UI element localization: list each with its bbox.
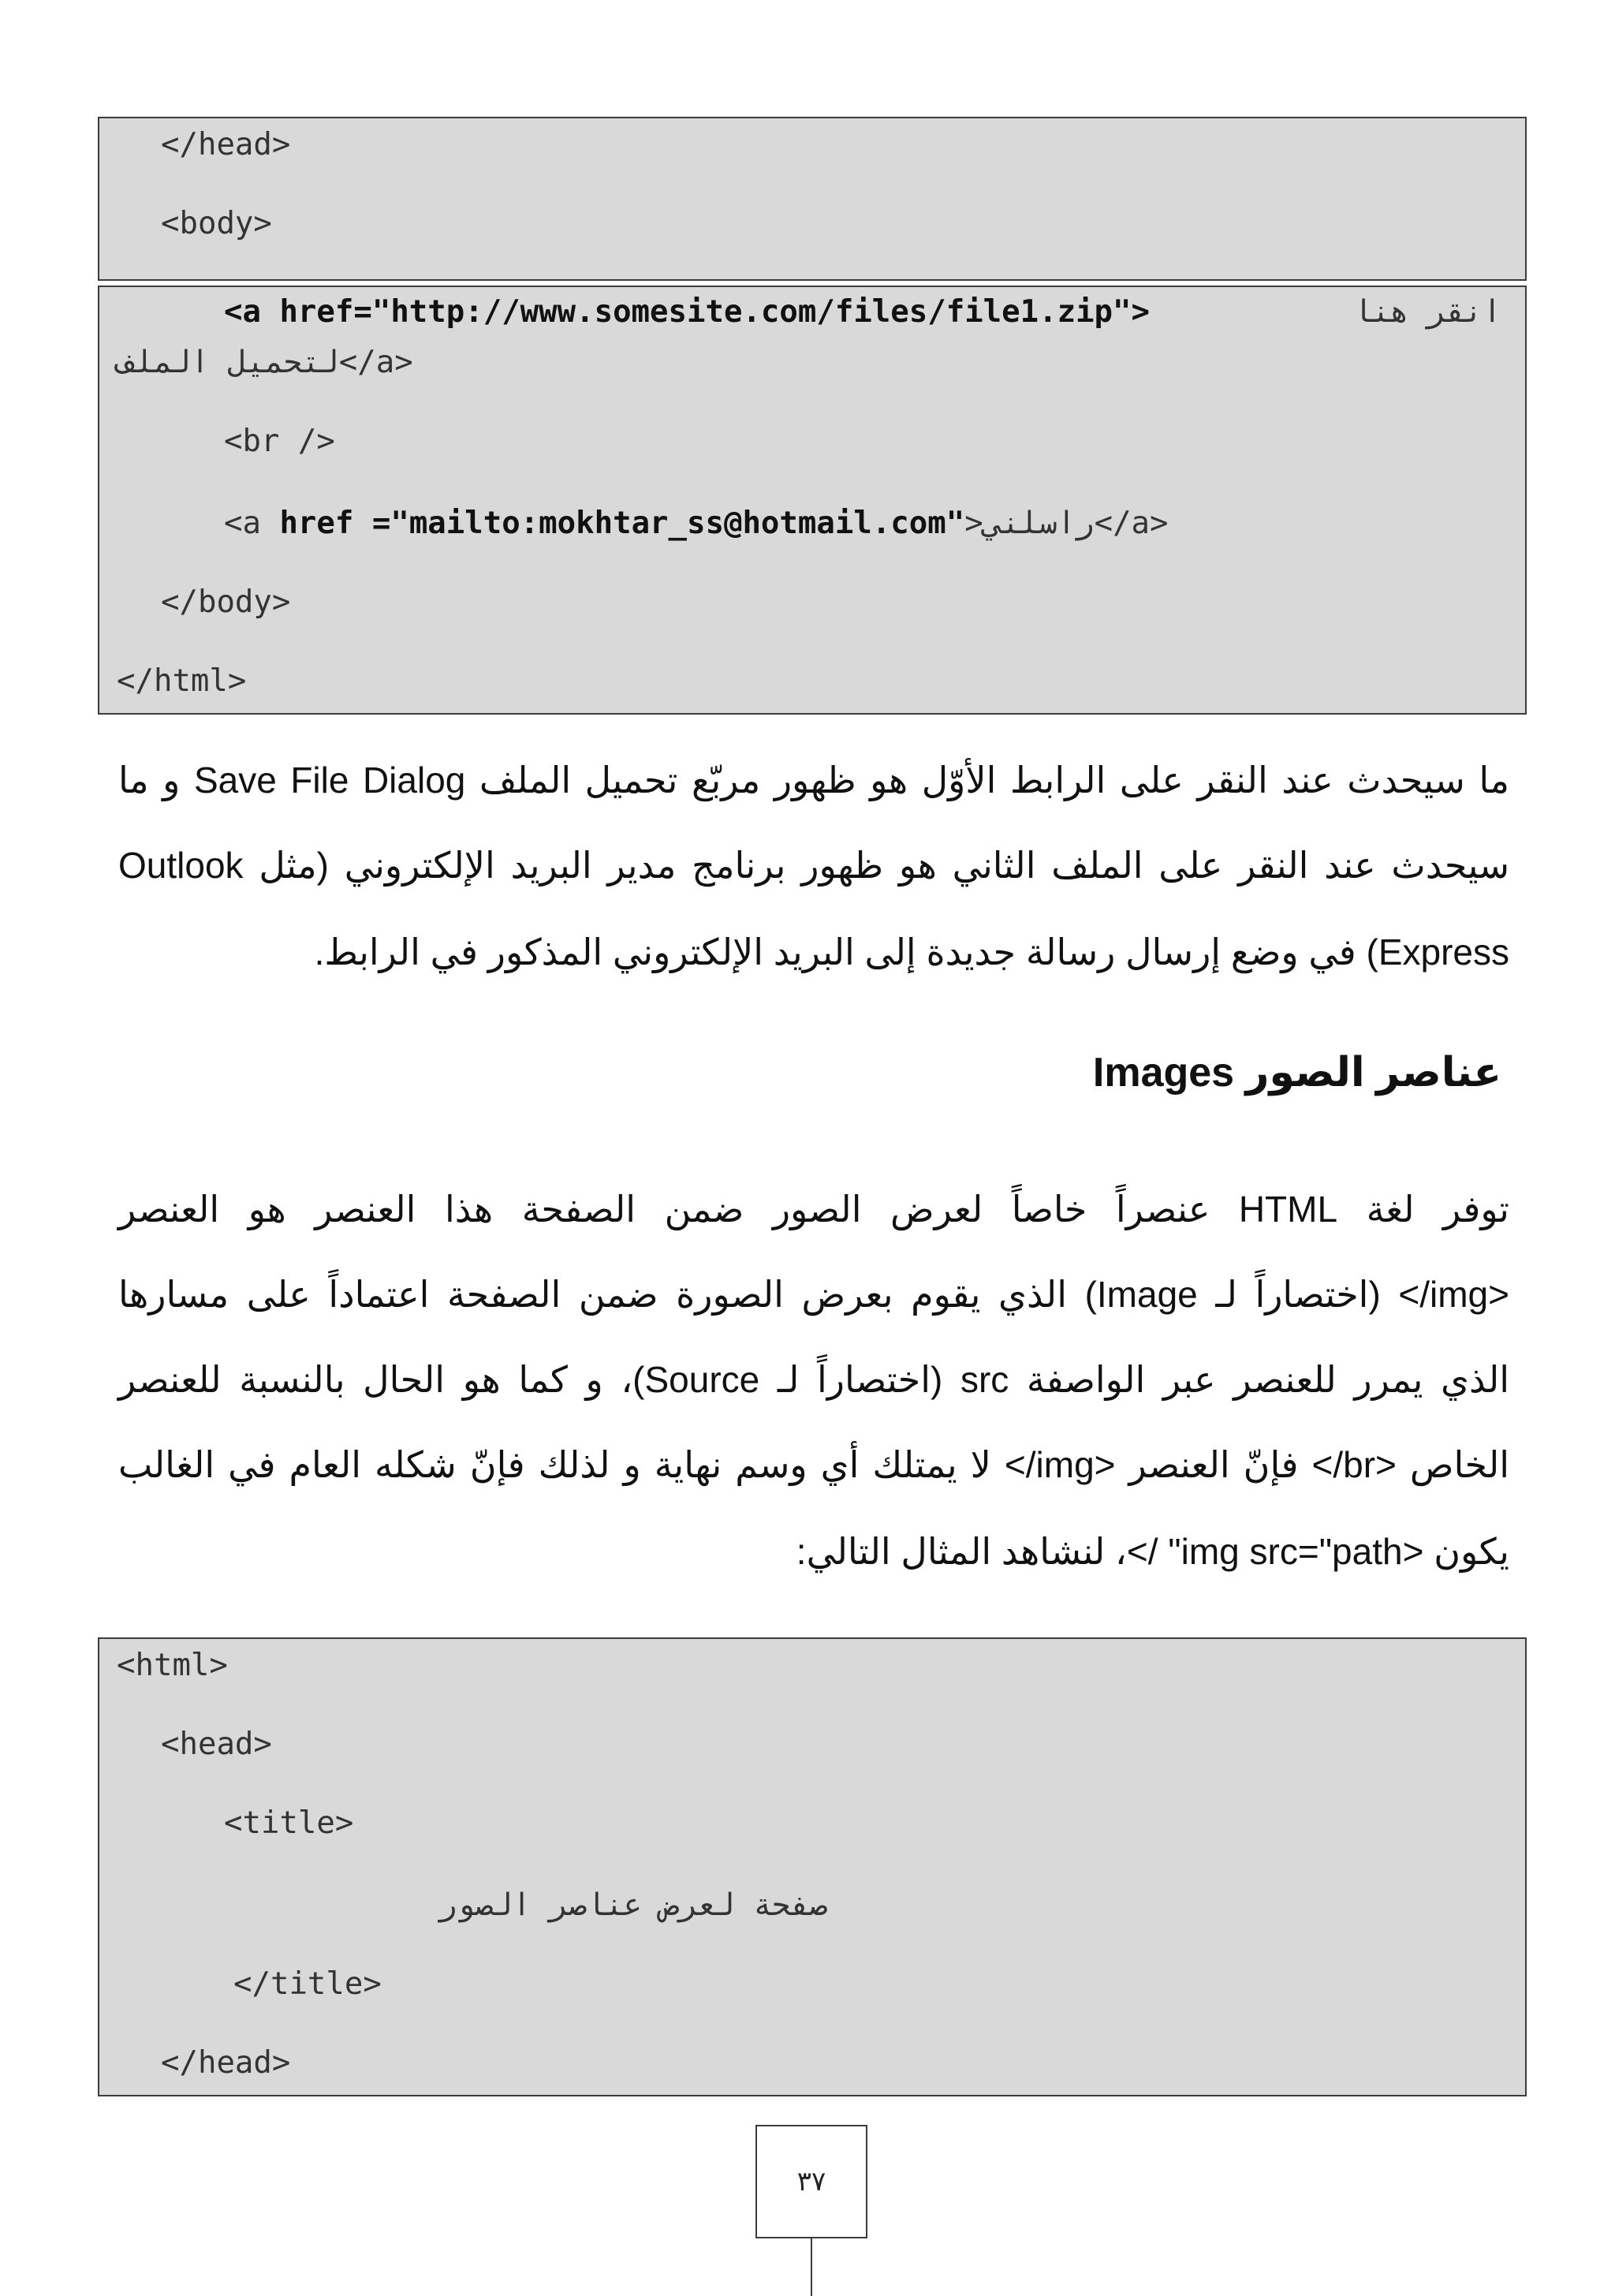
code-line: <head> (161, 1727, 272, 1762)
code-line: </head> (161, 127, 291, 162)
page-number-text: ٣٧ (796, 2166, 826, 2197)
paragraph-1 (118, 762, 1509, 999)
paragraph-line: Express) في وضع إرسال رسالة جديدة إلى البريد الإلكتروني المذكور في الرابط. (314, 931, 1509, 973)
code-block-1-top (98, 117, 1527, 281)
paragraph-2 (118, 1191, 1509, 1601)
code-line: <html> (117, 1648, 228, 1683)
code-line-arabic: انقر هنا (1353, 294, 1501, 330)
section-heading: عناصر الصور Images (1092, 1050, 1501, 1096)
page-number-connector (811, 2238, 812, 2296)
code-line: </title> (233, 1966, 382, 2002)
code-line: <body> (161, 206, 272, 241)
code-line: <br /> (224, 424, 335, 459)
code-line: </head> (161, 2045, 291, 2081)
code-line: <a href="http://www.somesite.com/files/file1.zip"> (224, 294, 1150, 330)
paragraph-line: سيحدث عند النقر على الملف الثاني هو ظهور برنامج مدير البريد الإلكتروني (مثل Outlook (118, 845, 1509, 886)
code-line: </html> (117, 663, 247, 699)
paragraph-line: توفر لغة HTML عنصراً خاصاً لعرض الصور ضمن الصفحة هذا العنصر هو العنصر (118, 1189, 1509, 1230)
code-block-1-bottom (98, 286, 1527, 715)
page-number (755, 2125, 867, 2238)
code-line: <title> (224, 1805, 354, 1841)
code-block-2 (98, 1637, 1527, 2096)
paragraph-line: <img/> (اختصاراً لـ Image) الذي يقوم بعرض الصورة ضمن الصفحة اعتماداً على مسارها (118, 1274, 1509, 1315)
code-line-arabic: صفحة لعرض عناصر الصور (438, 1887, 828, 1923)
code-line: </body> (161, 584, 291, 620)
paragraph-line: يكون <img src="path" />، لنشاهد المثال التالي: (796, 1531, 1509, 1572)
paragraph-line: الذي يمرر للعنصر عبر الواصفة src (اختصاراً لـ Source)، و كما هو الحال بالنسبة للعنصر (118, 1359, 1509, 1400)
code-line: <a href ="mailto:mokhtar_ss@hotmail.com">راسلني</a> (224, 506, 1169, 541)
code-line: لتحميل الملف</a> (117, 345, 413, 380)
paragraph-line: الخاص <br/> فإنّ العنصر <img/> لا يمتلك أي وسم نهاية و لذلك فإنّ شكله العام في الغالب (118, 1444, 1509, 1485)
paragraph-line: ما سيحدث عند النقر على الرابط الأوّل هو ظهور مربّع تحميل الملف Save File Dialog و ما (118, 760, 1510, 801)
